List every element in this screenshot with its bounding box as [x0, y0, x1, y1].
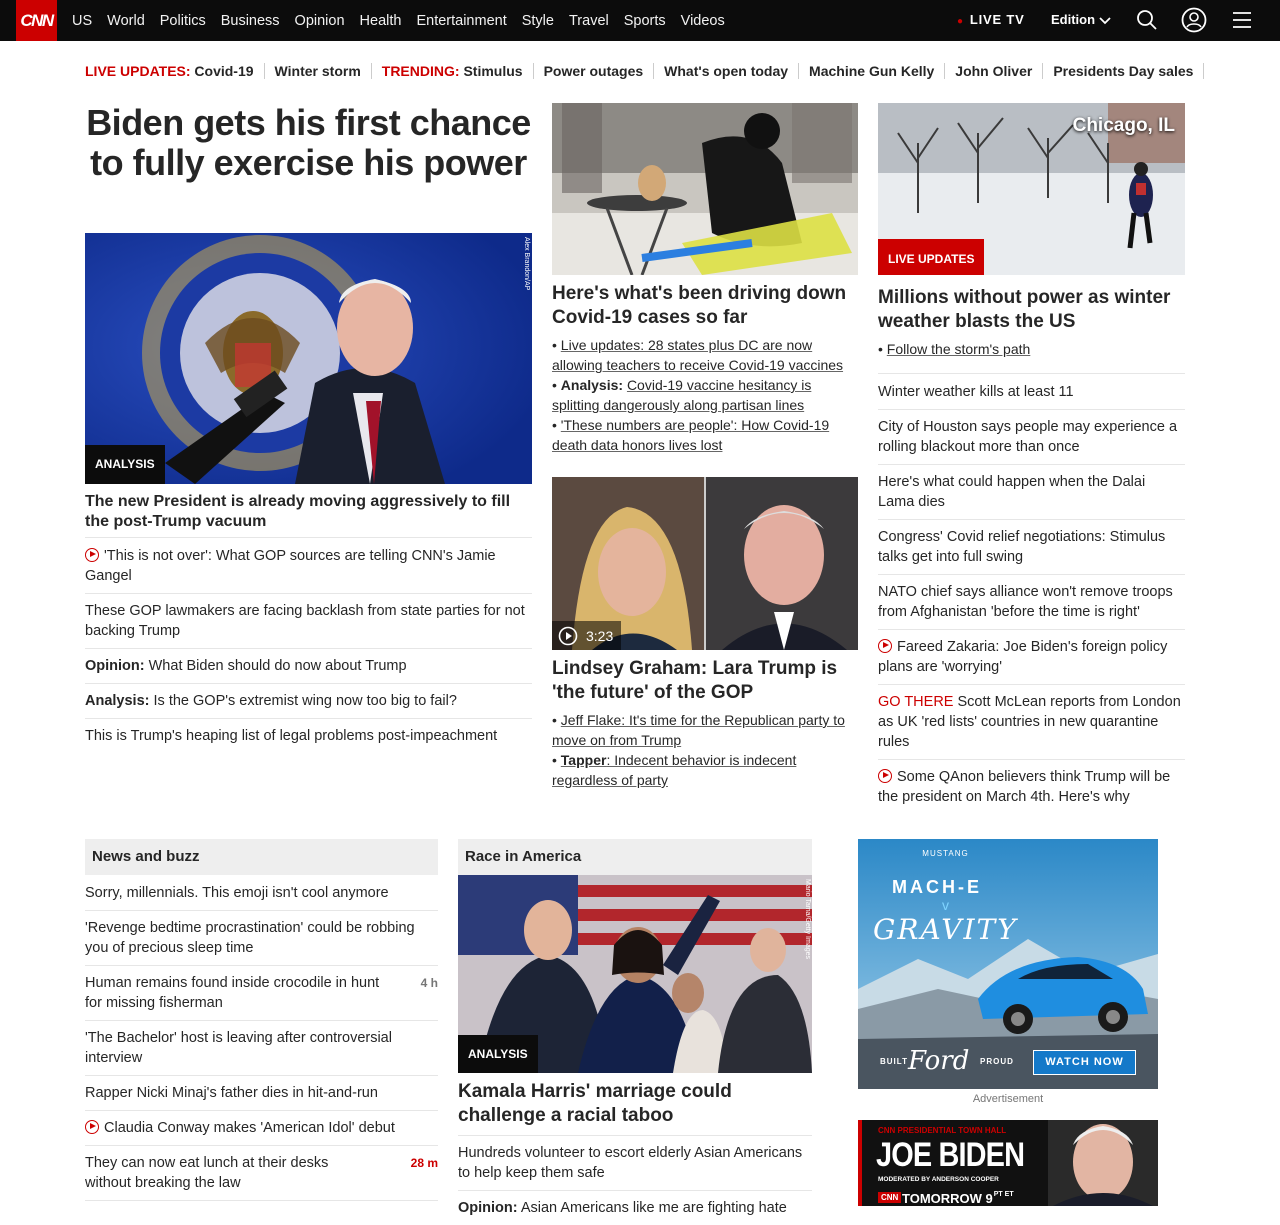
hero-headline[interactable]: Biden gets his first chance to fully exercise his power	[86, 102, 531, 183]
covid-illustration	[552, 103, 858, 275]
list-item[interactable]: GO THERE Scott McLean reports from London as UK 'red lists' countries in new quarantine rules	[878, 685, 1185, 760]
video-play-icon	[85, 1120, 99, 1134]
trending-link-mgk[interactable]: Machine Gun Kelly	[799, 63, 945, 79]
live-tv-label: LIVE TV	[969, 12, 1025, 27]
news-and-buzz-header[interactable]: News and buzz	[85, 839, 438, 875]
chicago-photo[interactable]	[878, 103, 1185, 275]
divider	[458, 1135, 812, 1136]
analysis-badge: ANALYSIS	[85, 445, 165, 484]
town-hall-promo[interactable]	[858, 1120, 1158, 1206]
list-item[interactable]: NATO chief says alliance won't remove troops from Afghanistan 'before the time is right'	[878, 575, 1185, 630]
ad-watch-now-button[interactable]: WATCH NOW	[1033, 1050, 1136, 1075]
video-play-icon	[878, 639, 892, 653]
analysis-badge: ANALYSIS	[458, 1035, 538, 1073]
trending-link-john-oliver[interactable]: John Oliver	[945, 63, 1043, 79]
biden-photo[interactable]	[85, 233, 532, 484]
list-item[interactable]: Rapper Nicki Minaj's father dies in hit-and-run	[85, 1076, 438, 1111]
list-item[interactable]: They can now eat lunch at their desks without breaking the law 28 m	[85, 1146, 438, 1201]
ad-tagline: GRAVITY	[873, 913, 1018, 946]
nav-link-videos[interactable]: Videos	[680, 12, 725, 29]
nav-link-health[interactable]: Health	[359, 12, 402, 29]
cnn-small-logo: CNN	[878, 1192, 901, 1203]
list-item[interactable]: Claudia Conway makes 'American Idol' debut	[85, 1111, 438, 1146]
top-navigation	[0, 0, 1280, 41]
nav-link-us[interactable]: US	[72, 12, 93, 29]
harris-photo[interactable]	[458, 875, 812, 1073]
ford-mach-e-ad[interactable]	[858, 839, 1158, 1089]
nav-link-entertainment[interactable]: Entertainment	[416, 12, 507, 29]
bullet-item[interactable]: • 'These numbers are people': How Covid-19 death data honors lives lost	[552, 417, 830, 453]
list-item[interactable]: Winter weather kills at least 11	[878, 382, 1185, 410]
list-item[interactable]: Opinion: Asian Americans like me are fighting hate	[458, 1200, 787, 1216]
list-item[interactable]: This is Trump's heaping list of legal problems post-impeachment	[85, 728, 498, 744]
list-item[interactable]: Sorry, millennials. This emoji isn't cool anymore	[85, 883, 438, 911]
harris-headline[interactable]: Kamala Harris' marriage could challenge a racial taboo	[458, 1081, 732, 1126]
edition-label: Edition	[1051, 12, 1096, 27]
divider	[85, 537, 532, 538]
town-hall-name: JOE BIDEN	[876, 1136, 1025, 1174]
timestamp: 4 h	[420, 976, 438, 990]
trending-item: Stimulus	[463, 63, 523, 79]
graham-headline[interactable]: Lindsey Graham: Lara Trump is 'the future' of the GOP	[552, 658, 838, 703]
graham-video-thumbnail[interactable]	[552, 477, 858, 650]
ad-brand-small: MUSTANG	[922, 849, 969, 858]
photo-credit: Alex Brandon/AP	[523, 237, 530, 291]
video-play-icon	[878, 769, 892, 783]
trending-bar	[85, 60, 1195, 82]
list-item[interactable]: Congress' Covid relief negotiations: Stimulus talks get into full swing	[878, 520, 1185, 575]
live-updates-link[interactable]	[85, 63, 265, 79]
play-circle-icon	[558, 626, 578, 646]
live-updates-topic: Covid-19	[194, 63, 254, 79]
news-and-buzz-list	[85, 883, 438, 1201]
live-tv-link[interactable]	[957, 12, 1025, 27]
accent-bar	[858, 1120, 862, 1206]
town-hall-moderator: MODERATED BY ANDERSON COOPER	[878, 1176, 999, 1183]
graham-bullets	[552, 710, 852, 790]
nav-link-politics[interactable]: Politics	[159, 12, 206, 29]
bullet-item[interactable]: • Tapper: Indecent behavior is indecent regardless of party	[552, 752, 797, 788]
race-list	[458, 1143, 812, 1225]
list-item[interactable]: City of Houston says people may experience a rolling blackout more than once	[878, 410, 1185, 465]
weather-bullet[interactable]: • Follow the storm's path	[878, 341, 1031, 357]
menu-icon[interactable]	[1232, 11, 1252, 29]
weather-headline[interactable]: Millions without power as winter weather blasts the US	[878, 287, 1171, 332]
list-item[interactable]: Analysis: Is the GOP's extremist wing now too big to fail?	[85, 684, 532, 719]
search-icon[interactable]	[1136, 9, 1158, 31]
trending-link-power-outages[interactable]: Power outages	[534, 63, 655, 79]
town-hall-kicker: CNN PRESIDENTIAL TOWN HALL	[878, 1126, 1007, 1135]
list-item[interactable]: Here's what could happen when the Dalai Lama dies	[878, 465, 1185, 520]
ad-ford-logo: Ford	[908, 1046, 970, 1076]
covid-headline[interactable]: Here's what's been driving down Covid-19 cases so far	[552, 283, 847, 328]
hero-related-list	[85, 546, 532, 753]
trending-link-presidents-day[interactable]: Presidents Day sales	[1043, 63, 1204, 79]
nav-link-style[interactable]: Style	[521, 12, 554, 29]
trending-label: TRENDING:	[381, 63, 460, 79]
edition-dropdown[interactable]	[1051, 12, 1111, 27]
video-duration: 3:23	[586, 627, 614, 644]
weather-related-list	[878, 382, 1185, 814]
covid-bullets	[552, 335, 852, 455]
nav-link-opinion[interactable]: Opinion	[294, 12, 345, 29]
advertisement-label: Advertisement	[972, 1093, 1044, 1105]
list-item[interactable]: 'The Bachelor' host is leaving after controversial interview	[85, 1021, 438, 1076]
live-updates-badge: LIVE UPDATES	[878, 239, 984, 275]
nav-link-world[interactable]: World	[107, 12, 145, 29]
trending-link-stimulus[interactable]	[372, 63, 534, 79]
divider	[878, 373, 1185, 374]
nav-link-business[interactable]: Business	[220, 12, 280, 29]
list-item[interactable]: Fareed Zakaria: Joe Biden's foreign policy plans are 'worrying'	[878, 630, 1185, 685]
list-item[interactable]: Opinion: What Biden should do now about Trump	[85, 649, 532, 684]
live-dot-icon: ●	[957, 16, 964, 27]
video-duration-badge	[552, 621, 621, 650]
live-updates-label: LIVE UPDATES:	[85, 63, 191, 79]
list-item[interactable]: Some QAnon believers think Trump will be the president on March 4th. Here's why	[878, 769, 1171, 805]
covid-photo[interactable]	[552, 103, 858, 275]
nav-links	[72, 0, 740, 41]
ad-model: MACH-E	[892, 877, 982, 897]
bullet-item[interactable]: • Jeff Flake: It's time for the Republican party to move on from Trump	[552, 712, 845, 748]
list-item[interactable]: These GOP lawmakers are facing backlash from state parties for not backing Trump	[85, 594, 532, 649]
list-item[interactable]: Human remains found inside crocodile in hunt for missing fisherman 4 h	[85, 966, 438, 1021]
ad-proud: PROUD	[980, 1057, 1014, 1066]
town-hall-time: TOMORROW $9^{PT ET}$	[902, 1191, 1014, 1206]
cnn-logo[interactable]: CNN	[16, 0, 57, 41]
biden-portrait	[1048, 1120, 1158, 1206]
ad-built: BUILT	[880, 1057, 908, 1066]
timestamp: 28 m	[410, 1156, 438, 1170]
bullet-item[interactable]: • Analysis: Covid-19 vaccine hesitancy is splitting dangerously along partisan lines	[552, 377, 812, 413]
trending-link-whats-open[interactable]: What's open today	[654, 63, 799, 79]
list-item[interactable]: 'Revenge bedtime procrastination' could be robbing you of precious sleep time	[85, 911, 438, 966]
ad-chevron-icon: v	[942, 897, 949, 913]
video-play-icon	[85, 548, 99, 562]
bullet-item[interactable]: • Live updates: 28 states plus DC are now allowing teachers to receive Covid-19 vaccines	[552, 337, 844, 373]
race-in-america-header[interactable]: Race in America	[458, 839, 812, 875]
nav-link-travel[interactable]: Travel	[568, 12, 609, 29]
trending-link-winter-storm[interactable]: Winter storm	[265, 63, 372, 79]
list-item[interactable]: 'This is not over': What GOP sources are telling CNN's Jamie Gangel	[85, 546, 532, 594]
photo-location-label: Chicago, IL	[1072, 115, 1175, 136]
hero-subhead[interactable]: The new President is already moving aggressively to fill the post-Trump vacuum	[85, 493, 511, 530]
nav-link-sports[interactable]: Sports	[623, 12, 666, 29]
list-item[interactable]: Hundreds volunteer to escort elderly Asian Americans to help keep them safe	[458, 1143, 812, 1191]
chevron-down-icon	[1099, 17, 1111, 25]
photo-credit: Mario Tama/Getty Images	[804, 879, 811, 960]
account-icon[interactable]	[1181, 7, 1207, 33]
